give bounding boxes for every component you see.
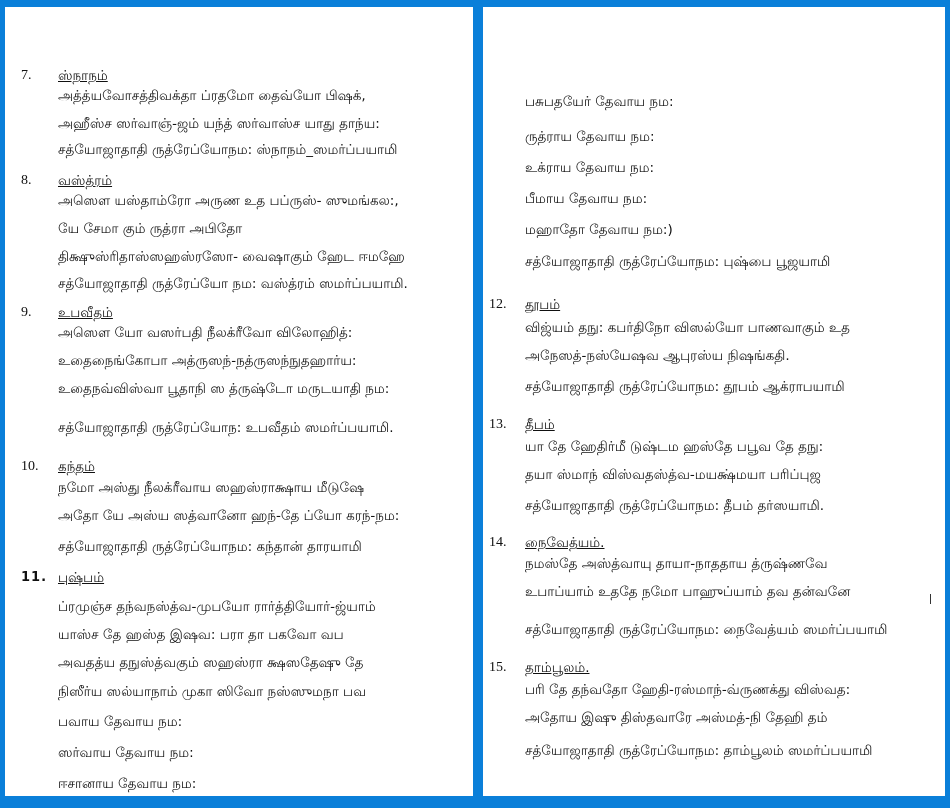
section-heading: கந்தம் <box>58 459 95 475</box>
verse-line: அநேஸத்-நஸ்யேஷவ ஆபுரஸ்ய நிஷங்கதி. <box>525 348 790 364</box>
section-number: 12. <box>489 297 507 312</box>
verse-line: சத்யோஜாதாதி ருத்ரேப்யோநம: தூபம் ஆக்ராபயாமி <box>525 379 845 395</box>
section-number: 7. <box>21 68 32 83</box>
verse-line: நிஸீர்ய ஸல்யாநாம் முகா ஸிவோ நஸ்ஸுமநா பவ <box>58 684 367 700</box>
section-number: 10. <box>21 459 39 474</box>
section-number: 8. <box>21 173 32 188</box>
section-number: 9. <box>21 305 32 320</box>
verse-line: அஸௌ யோ வஸர்பதி நீலக்ரீவோ விலோஹித்: <box>58 325 353 341</box>
verse-line: ஈசானாய தேவாய நம: <box>58 776 197 792</box>
section-heading: புஷ்பம் <box>58 570 105 586</box>
section-number: 15. <box>489 660 507 675</box>
verse-line: ருத்ராய தேவாய நம: <box>525 129 655 145</box>
verse-line: தயா ஸ்மாந் விஸ்வதஸ்த்வ-மயக்ஷ்மயா பரிப்புஜ <box>525 467 821 483</box>
verse-line: பசுபதயேர் தேவாய நம: <box>525 94 674 110</box>
verse-line: சத்யோஜாதாதி ருத்ரேப்யோந: உபவீதம் ஸமர்ப்பயாமி. <box>58 420 394 436</box>
verse-line: சத்யோஜாதாதி ருத்ரேப்யோநம: நைவேத்யம் ஸமர்ப்பயாமி <box>525 622 888 638</box>
verse-line: சத்யோஜாதாதி ருத்ரேப்யோநம: தாம்பூலம் ஸமர்ப்பயாமி <box>525 743 873 759</box>
left-page-column <box>5 7 473 796</box>
verse-line: அஹீஸ்ச ஸர்வாஞ்-ஜம் யந்த் ஸர்வாஸ்ச யாது தாந்ய: <box>58 116 380 132</box>
section-heading: வஸ்த்ரம் <box>58 173 113 189</box>
verse-line: சத்யோஜாதாதி ருத்ரேப்யோநம: புஷ்பை பூஜயாமி <box>525 254 831 270</box>
verse-line: மஹாதோ தேவாய நம:) <box>525 222 673 238</box>
verse-line: ஸர்வாய தேவாய நம: <box>58 745 194 761</box>
section-heading: தீபம் <box>525 417 555 433</box>
section-number: 14. <box>489 535 507 550</box>
section-heading: நைவேத்யம். <box>525 535 605 551</box>
verse-line: பீமாய தேவாய நம: <box>525 191 648 207</box>
verse-line: சத்யோஜாதாதி ருத்ரேப்யோ நம: வஸ்த்ரம் ஸமர்ப்பயாமி. <box>58 276 408 292</box>
verse-line: உக்ராய தேவாய நம: <box>525 160 655 176</box>
section-heading: ஸ்நாநம் <box>58 68 108 84</box>
verse-line: ப்ரமுஞ்ச தந்வநஸ்த்வ-முபயோ ரார்த்தியோர்-ஜ்யாம் <box>58 599 376 615</box>
verse-line: அத்த்யவோசத்திவக்தா ப்ரதமோ தைவ்யோ பிஷக், <box>58 88 366 104</box>
verse-line: திக்ஷுஸ்ரிதாஸ்ஸஹஸ்ரஸோ- வைஷாகும் ஹேட ஈமஹே <box>58 249 405 265</box>
section-heading: தாம்பூலம். <box>525 660 590 676</box>
verse-line: அஸௌ யஸ்தாம்ரோ அருண உத பப்ருஸ்- ஸுமங்கல:, <box>58 193 399 209</box>
right-page-column <box>483 7 945 796</box>
verse-line: யா தே ஹேதிர்மீ டுஷ்டம ஹஸ்தே பபூவ தே தநு: <box>525 439 824 455</box>
verse-line: சத்யோஜாதாதி ருத்ரேப்யோநம: கந்தான் தாரயாமி <box>58 539 362 555</box>
verse-line: பவாய தேவாய நம: <box>58 714 183 730</box>
section-heading: தூபம் <box>525 297 561 313</box>
verse-line: விஜ்யம் தநு: கபர்திநோ விஸல்யோ பாணவாகும் உத <box>525 320 850 336</box>
verse-line: அவதத்ய தநுஸ்த்வகும் ஸஹஸ்ரா க்ஷஸதேஷு தே <box>58 655 364 671</box>
section-number: 13. <box>489 417 507 432</box>
verse-line: அதோய இஷு திஸ்தவாரே அஸ்மத்-நி தேஹி தம் <box>525 710 828 726</box>
verse-line: உதைநவ்விஸ்வா பூதாநி ஸ த்ருஷ்டோ மருடயாதி நம: <box>58 381 390 397</box>
verse-line: நமஸ்தே அஸ்த்வாயு தாயா-நாததாய த்ருஷ்ணவே <box>525 556 828 572</box>
verse-line: அதோ யே அஸ்ய ஸத்வானோ ஹந்-தே ப்யோ கரந்-நம: <box>58 508 400 524</box>
section-heading: உபவீதம் <box>58 305 113 321</box>
verse-line: சத்யோஜாதாதி ருத்ரேப்யோநம: தீபம் தர்ஸயாமி. <box>525 498 825 514</box>
verse-line: யே சேமா கும் ருத்ரா அபிதோ <box>58 221 243 237</box>
verse-line: பரி தே தந்வதோ ஹேதி-ரஸ்மாந்-வ்ருணக்து விஸ்வத: <box>525 682 851 698</box>
verse-line: உபாப்யாம் உததே நமோ பாஹுப்யாம் தவ தன்வனே <box>525 584 851 600</box>
page-edge-mark <box>930 594 931 604</box>
verse-line: நமோ அஸ்து நீலக்ரீவாய ஸஹஸ்ராக்ஷாய மீடுஷே <box>58 480 365 496</box>
verse-line: உதைநைங்கோபா அத்ருஸந்-நத்ருஸந்நுதஹார்ய: <box>58 353 357 369</box>
verse-line: யாஸ்ச தே ஹஸ்த இஷவ: பரா தா பகவோ வப <box>58 627 344 643</box>
verse-line: சத்யோஜாதாதி ருத்ரேப்யோநம: ஸ்நாநம்_ஸமர்ப்பயாமி <box>58 142 398 158</box>
section-number: 11. <box>21 570 48 585</box>
